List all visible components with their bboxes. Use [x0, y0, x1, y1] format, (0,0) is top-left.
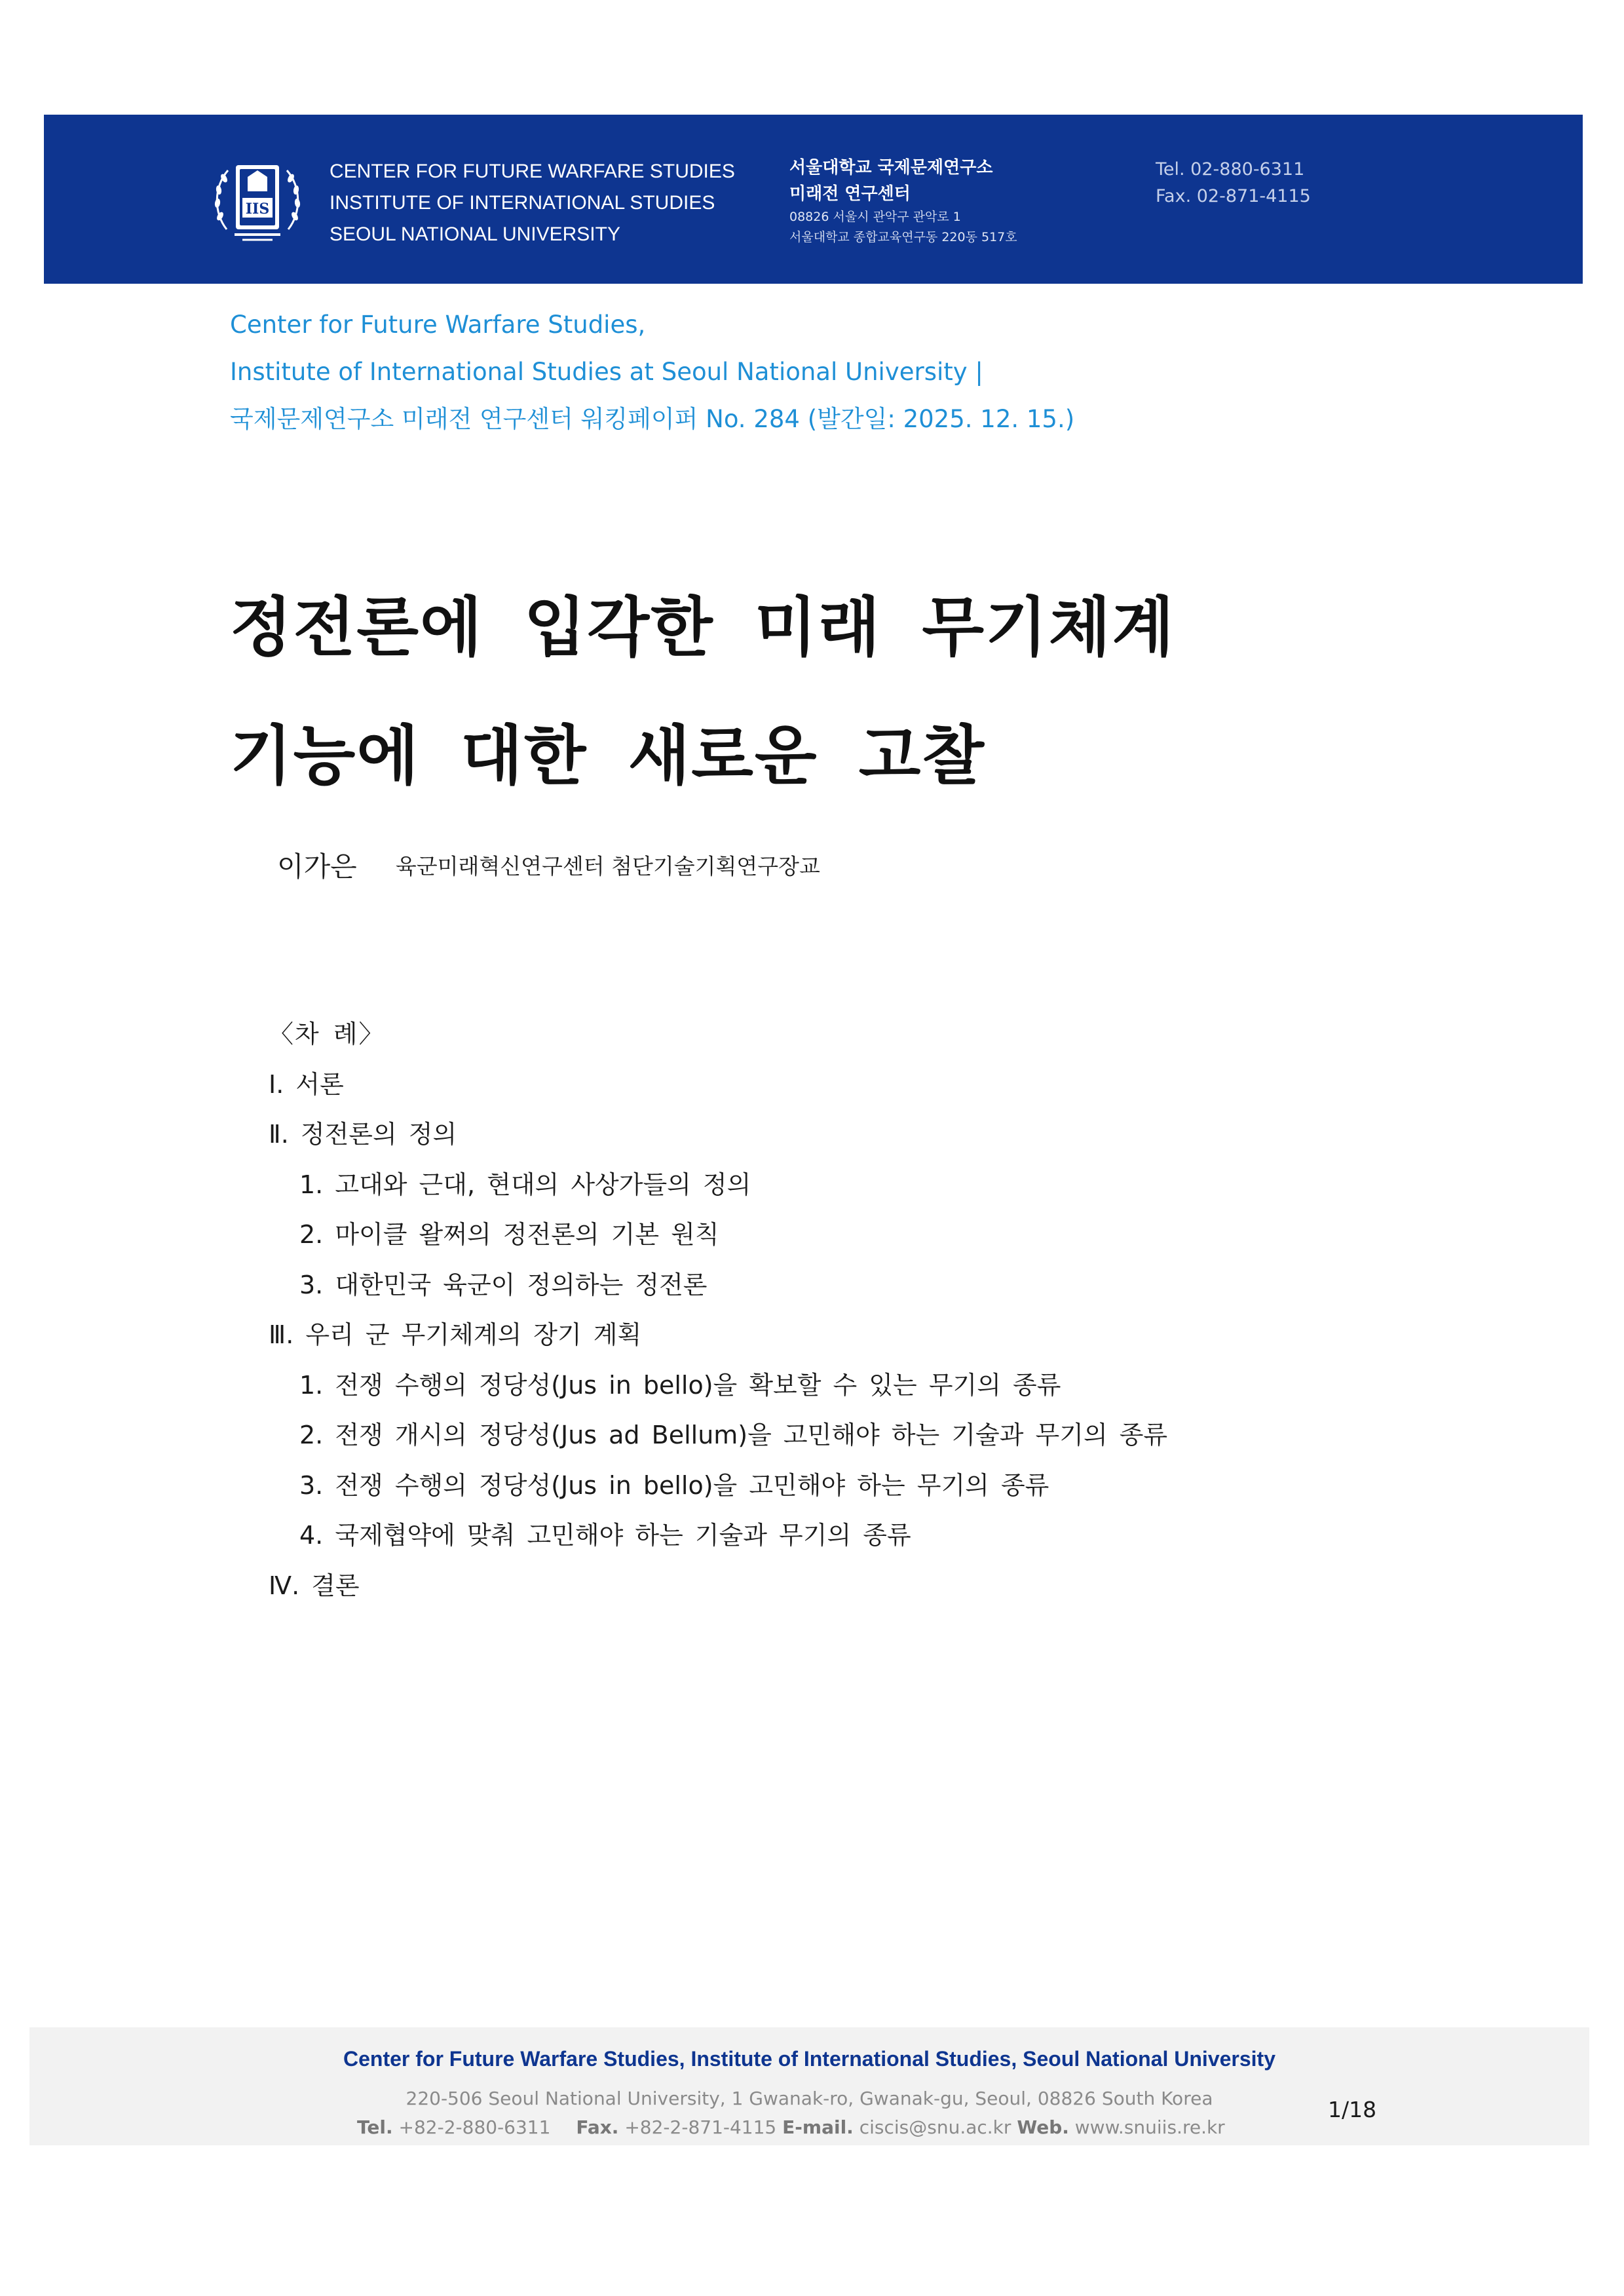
series-line-3: 국제문제연구소 미래전 연구센터 워킹페이퍼 No. 284 (발간일: 2025. 12. 15.): [230, 405, 1075, 433]
toc-heading: 〈차 례〉: [269, 1020, 385, 1048]
toc-item: Ⅳ. 결론: [269, 1571, 360, 1600]
author-name: 이가은: [277, 851, 357, 883]
toc-subitem: 4. 국제협약에 맞춰 고민해야 하는 기술과 무기의 종류: [299, 1521, 911, 1550]
toc-subitem: 2. 전쟁 개시의 정당성(Jus ad Bellum)을 고민해야 하는 기술과 무기의 종류: [299, 1421, 1168, 1449]
header-kor-address-1: 08826 서울시 관악구 관악로 1: [789, 210, 961, 224]
footer-fax-label: Fax.: [576, 2116, 619, 2138]
footer-contact: [357, 2116, 1225, 2138]
author-line: [277, 845, 820, 885]
footer-web-label: Web.: [1017, 2116, 1069, 2138]
toc-item: Ⅱ. 정전론의 정의: [269, 1120, 457, 1149]
series-line-1: Center for Future Warfare Studies,: [230, 311, 646, 339]
footer-address: 220-506 Seoul National University, 1 Gwanak-ro, Gwanak-gu, Seoul, 08826 South Korea: [406, 2088, 1213, 2109]
header-eng-line: INSTITUTE OF INTERNATIONAL STUDIES: [330, 192, 715, 214]
footer-web-link[interactable]: www.snuiis.re.kr: [1074, 2116, 1225, 2138]
header-english-name: [330, 156, 735, 250]
toc-subitem: 3. 전쟁 수행의 정당성(Jus in bello)을 고민해야 하는 무기의 종류: [299, 1470, 1049, 1500]
page-number: 1/18: [1328, 2097, 1377, 2122]
author-affiliation: 육군미래혁신연구센터 첨단기술기획연구장교: [395, 853, 820, 879]
toc-item: Ⅲ. 우리 군 무기체계의 장기 계획: [269, 1320, 642, 1349]
series-line-2: Institute of International Studies at Seoul National University |: [230, 358, 983, 386]
header-contact: [1156, 156, 1311, 210]
header-korean-name: [789, 155, 1017, 248]
header-eng-line: SEOUL NATIONAL UNIVERSITY: [330, 223, 620, 245]
table-of-contents: [269, 1009, 1167, 1611]
page-footer: [29, 2027, 1589, 2145]
footer-tel-label: Tel.: [357, 2116, 393, 2138]
header-kor-name-1: 서울대학교 국제문제연구소: [789, 158, 993, 178]
toc-item: Ⅰ. 서론: [269, 1069, 344, 1099]
toc-subitem: 1. 전쟁 수행의 정당성(Jus in bello)을 확보할 수 있는 무기의 종류: [299, 1370, 1061, 1400]
paper-title-line-1: 정전론에 입각한 미래 무기체계: [230, 590, 1176, 665]
toc-subitem: 1. 고대와 근대, 현대의 사상가들의 정의: [299, 1170, 751, 1199]
toc-subitem: 3. 대한민국 육군이 정의하는 정전론: [299, 1270, 708, 1299]
header-kor-name-2: 미래전 연구센터: [789, 184, 911, 204]
header-kor-address-2: 서울대학교 종합교육연구동 220동 517호: [789, 230, 1017, 244]
footer-tel: +82-2-880-6311: [398, 2116, 551, 2138]
toc-subitem: 2. 마이클 왈쩌의 정전론의 기본 원칙: [299, 1220, 719, 1249]
paper-title: [230, 564, 1175, 820]
footer-email-link[interactable]: ciscis@snu.ac.kr: [859, 2116, 1011, 2138]
series-info: [230, 301, 1074, 443]
institute-logo: [208, 151, 307, 248]
footer-title: Center for Future Warfare Studies, Institute of International Studies, Seoul National University: [343, 2047, 1275, 2071]
footer-email-label: E-mail.: [782, 2116, 854, 2138]
footer-fax: +82-2-871-4115: [624, 2116, 777, 2138]
paper-title-line-2: 기능에 대한 새로운 고찰: [230, 719, 986, 794]
header-eng-line: CENTER FOR FUTURE WARFARE STUDIES: [330, 161, 735, 182]
logo-text: IIS: [245, 201, 270, 218]
header-fax: Fax. 02-871-4115: [1156, 186, 1311, 206]
header-tel: Tel. 02-880-6311: [1156, 159, 1305, 180]
